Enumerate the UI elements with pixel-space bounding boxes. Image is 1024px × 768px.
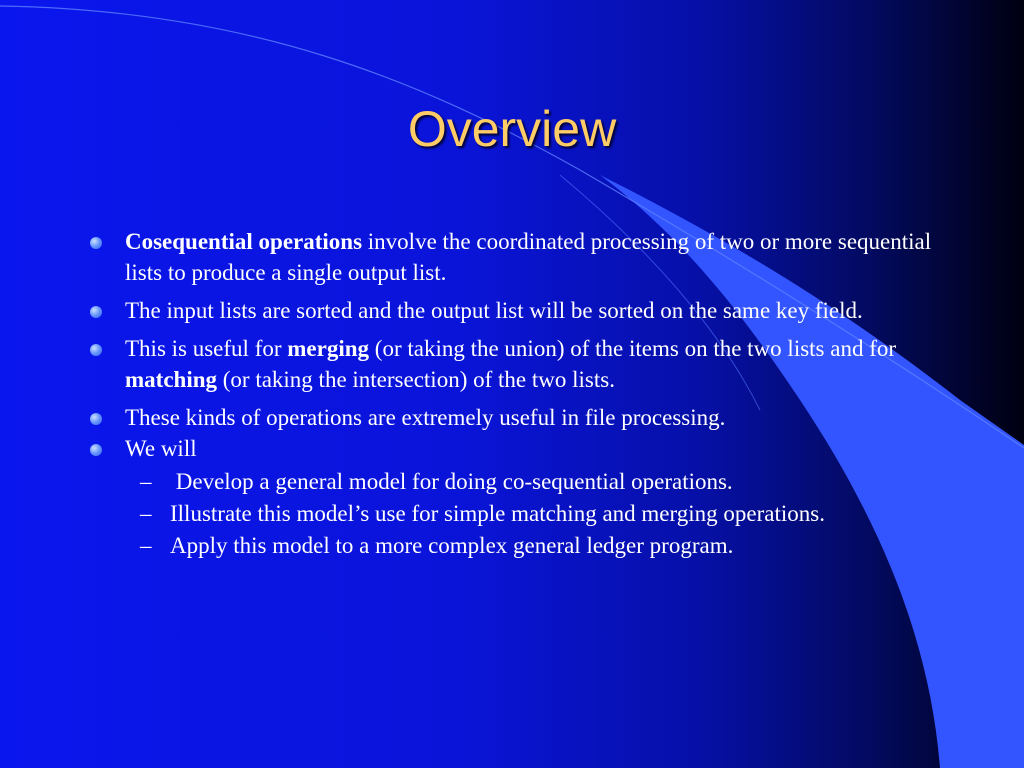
bullet-item <box>88 402 958 433</box>
bullet-dot-icon <box>90 306 102 318</box>
bullet-text: (or taking the union) of the items on the two lists and for <box>369 336 897 361</box>
dash-marker: – <box>140 533 152 558</box>
sub-item-text: Apply this model to a more complex general ledger program. <box>170 533 734 558</box>
bullet-item <box>88 433 958 464</box>
bullet-text: The input lists are sorted and the output list will be sorted on the same key field. <box>125 298 863 323</box>
sub-item <box>88 530 958 561</box>
sub-list <box>88 466 958 561</box>
bullet-dot-icon <box>90 237 102 249</box>
bullet-dot-icon <box>90 413 102 425</box>
slide-title: Overview <box>407 101 617 157</box>
bullet-text: This is useful for <box>125 336 288 361</box>
sub-item <box>88 498 958 529</box>
dash-marker: – <box>140 469 152 494</box>
bullet-text: involve the coordinated processing of two or more sequential lists to produce a single output list. <box>125 229 932 285</box>
sub-item-text: Illustrate this model’s use for simple matching and merging operations. <box>170 501 825 526</box>
sub-item <box>88 466 958 497</box>
dash-marker: – <box>140 501 152 526</box>
bold-term: merging <box>287 336 370 361</box>
bullet-item <box>88 333 958 395</box>
sub-item-text: Develop a general model for doing co-sequential operations. <box>170 469 733 494</box>
bullet-item <box>88 295 958 326</box>
bold-term: Cosequential operations <box>125 229 363 254</box>
bullet-list <box>88 226 958 562</box>
bullet-text: (or taking the intersection) of the two lists. <box>217 367 615 392</box>
bullet-dot-icon <box>90 444 102 456</box>
bullet-text: These kinds of operations are extremely useful in file processing. <box>125 405 726 430</box>
bullet-text: We will <box>125 436 197 461</box>
bullet-dot-icon <box>90 344 102 356</box>
bold-term: matching <box>125 367 217 392</box>
bullet-item <box>88 226 958 288</box>
